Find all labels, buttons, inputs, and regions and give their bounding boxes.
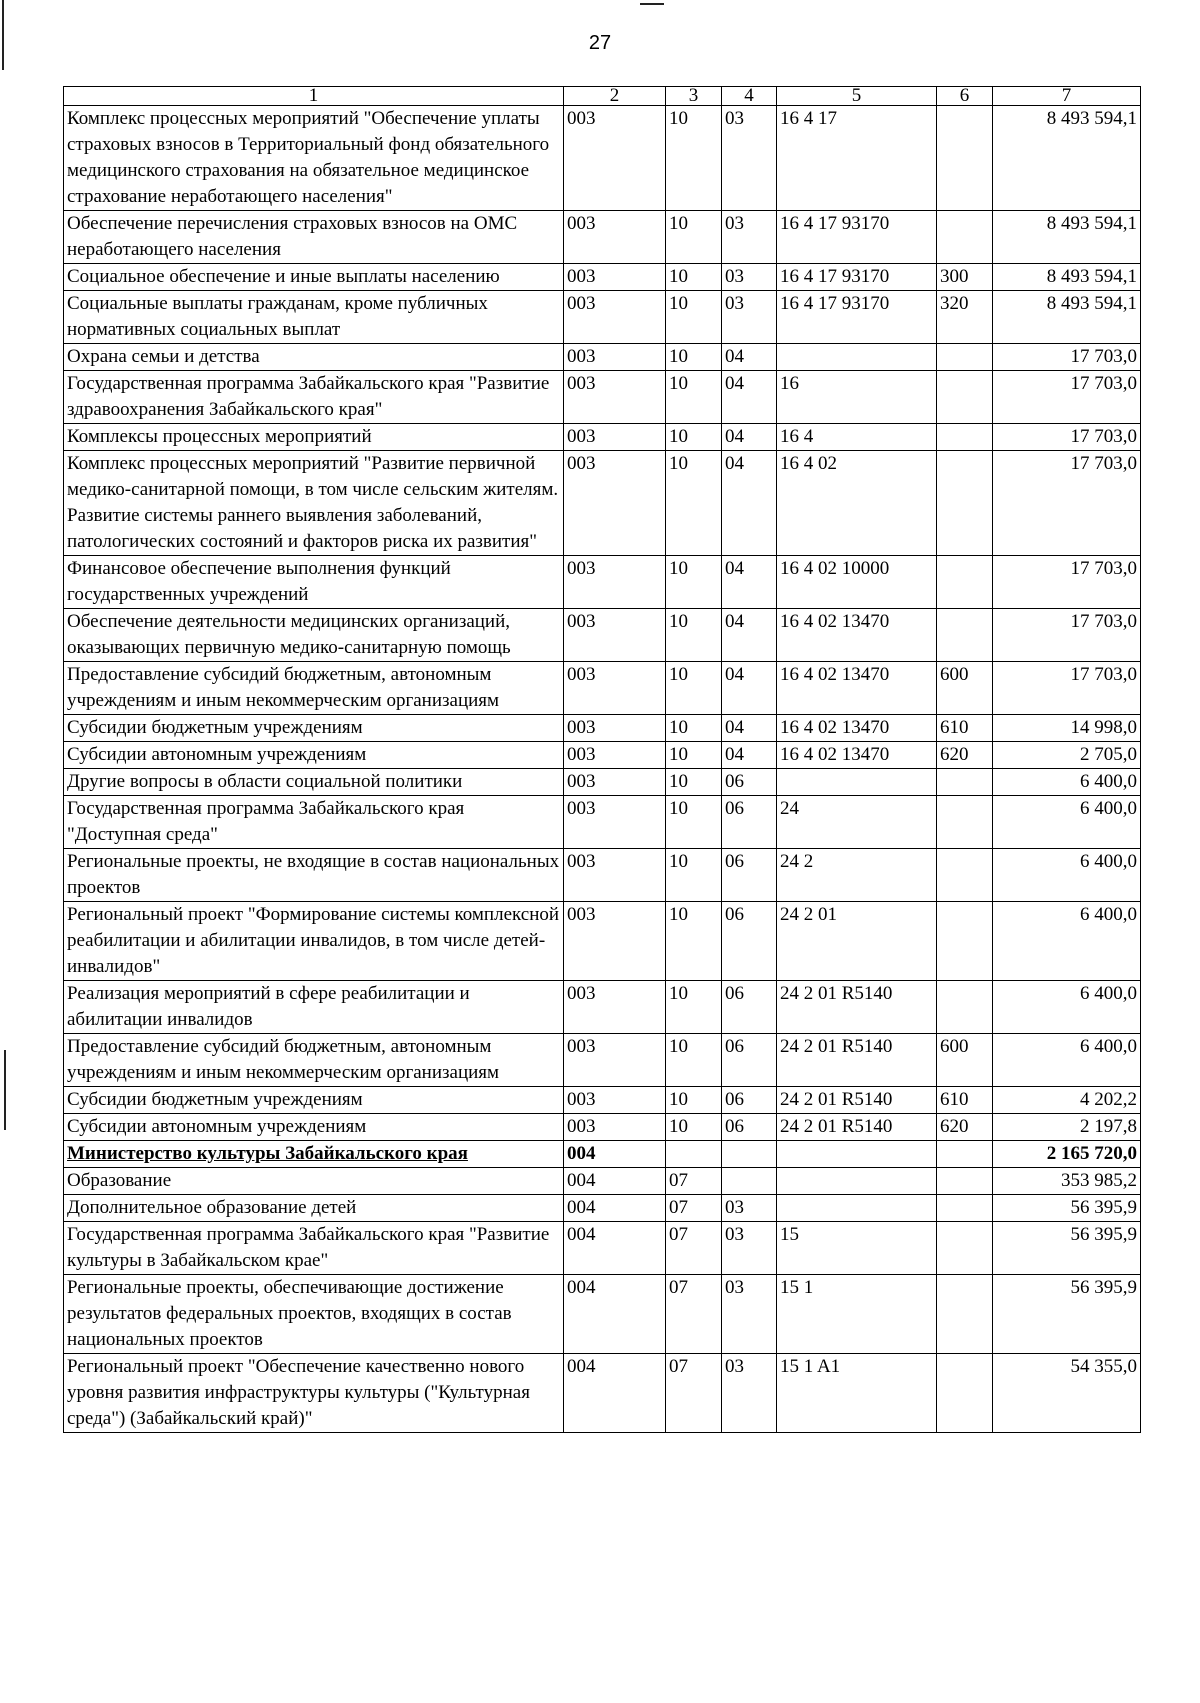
row-expense-type	[937, 1354, 993, 1433]
row-target-article: 24	[777, 796, 937, 849]
row-grbs: 003	[564, 291, 666, 344]
row-section: 10	[666, 662, 722, 715]
row-expense-type: 620	[937, 1114, 993, 1141]
table-row	[64, 1275, 1141, 1354]
row-amount: 6 400,0	[993, 796, 1141, 849]
row-grbs: 004	[564, 1222, 666, 1275]
row-target-article: 16 4 02 13470	[777, 662, 937, 715]
row-subsection: 04	[722, 609, 777, 662]
row-section: 10	[666, 796, 722, 849]
scan-artifact-top	[640, 3, 664, 5]
row-subsection: 06	[722, 769, 777, 796]
row-amount: 56 395,9	[993, 1195, 1141, 1222]
table-row	[64, 106, 1141, 211]
row-target-article: 16 4 17	[777, 106, 937, 211]
row-expense-type	[937, 1222, 993, 1275]
row-section: 10	[666, 1114, 722, 1141]
table-row	[64, 291, 1141, 344]
table-row	[64, 1168, 1141, 1195]
row-expense-type: 600	[937, 662, 993, 715]
row-target-article: 24 2 01 R5140	[777, 1087, 937, 1114]
row-target-article	[777, 1141, 937, 1168]
row-amount: 8 493 594,1	[993, 264, 1141, 291]
row-expense-type	[937, 1275, 993, 1354]
row-name: Образование	[64, 1168, 564, 1195]
row-target-article: 16 4 17 93170	[777, 211, 937, 264]
row-target-article: 24 2	[777, 849, 937, 902]
table-row	[64, 981, 1141, 1034]
table-row	[64, 344, 1141, 371]
row-expense-type: 620	[937, 742, 993, 769]
header-cell: 3	[666, 87, 722, 106]
row-section: 10	[666, 291, 722, 344]
row-grbs: 003	[564, 1087, 666, 1114]
row-expense-type	[937, 609, 993, 662]
table-row	[64, 1354, 1141, 1433]
row-target-article: 16 4 02 13470	[777, 715, 937, 742]
row-amount: 8 493 594,1	[993, 106, 1141, 211]
row-name: Субсидии автономным учреждениям	[64, 1114, 564, 1141]
row-expense-type	[937, 849, 993, 902]
row-name: Дополнительное образование детей	[64, 1195, 564, 1222]
row-subsection: 06	[722, 796, 777, 849]
row-target-article: 16	[777, 371, 937, 424]
row-expense-type	[937, 556, 993, 609]
row-section: 10	[666, 264, 722, 291]
row-expense-type	[937, 1141, 993, 1168]
row-name: Другие вопросы в области социальной политики	[64, 769, 564, 796]
row-amount: 17 703,0	[993, 451, 1141, 556]
row-name: Субсидии автономным учреждениям	[64, 742, 564, 769]
row-section: 07	[666, 1354, 722, 1433]
row-subsection: 04	[722, 424, 777, 451]
header-cell: 7	[993, 87, 1141, 106]
header-cell: 2	[564, 87, 666, 106]
row-amount: 2 197,8	[993, 1114, 1141, 1141]
row-target-article: 24 2 01 R5140	[777, 1114, 937, 1141]
row-subsection: 04	[722, 451, 777, 556]
row-name: Региональный проект "Обеспечение качественно нового уровня развития инфраструктуры культуры ("Культурная среда") (Забайкальский край)"	[64, 1354, 564, 1433]
row-section: 10	[666, 902, 722, 981]
row-expense-type: 600	[937, 1034, 993, 1087]
row-name: Обеспечение перечисления страховых взносов на ОМС неработающего населения	[64, 211, 564, 264]
row-subsection: 03	[722, 1195, 777, 1222]
row-section: 10	[666, 344, 722, 371]
header-row	[64, 87, 1141, 106]
table-row	[64, 796, 1141, 849]
row-target-article: 24 2 01	[777, 902, 937, 981]
row-amount: 8 493 594,1	[993, 211, 1141, 264]
row-expense-type	[937, 106, 993, 211]
row-expense-type	[937, 902, 993, 981]
row-amount: 17 703,0	[993, 424, 1141, 451]
row-target-article: 15	[777, 1222, 937, 1275]
row-subsection: 06	[722, 849, 777, 902]
table-row	[64, 715, 1141, 742]
row-grbs: 003	[564, 981, 666, 1034]
row-grbs: 004	[564, 1141, 666, 1168]
row-name: Субсидии бюджетным учреждениям	[64, 1087, 564, 1114]
row-subsection: 03	[722, 211, 777, 264]
row-expense-type: 610	[937, 715, 993, 742]
row-section: 10	[666, 715, 722, 742]
row-subsection: 06	[722, 981, 777, 1034]
row-expense-type	[937, 344, 993, 371]
row-section	[666, 1141, 722, 1168]
row-name: Комплекс процессных мероприятий "Развитие первичной медико-санитарной помощи, в том числе сельским жителям. Развитие системы раннего выявления заболеваний, патологических состояний и факторов риска их развития"	[64, 451, 564, 556]
table-row	[64, 1087, 1141, 1114]
row-expense-type: 610	[937, 1087, 993, 1114]
row-grbs: 003	[564, 451, 666, 556]
row-expense-type	[937, 371, 993, 424]
table-row	[64, 1141, 1141, 1168]
scan-artifact-left	[2, 0, 4, 70]
row-amount: 2 705,0	[993, 742, 1141, 769]
row-section: 10	[666, 1034, 722, 1087]
row-grbs: 003	[564, 424, 666, 451]
row-expense-type	[937, 1168, 993, 1195]
row-target-article: 15 1 A1	[777, 1354, 937, 1433]
row-target-article: 16 4 02 13470	[777, 609, 937, 662]
row-grbs: 003	[564, 106, 666, 211]
row-amount: 6 400,0	[993, 1034, 1141, 1087]
row-amount: 8 493 594,1	[993, 291, 1141, 344]
row-expense-type	[937, 981, 993, 1034]
row-subsection: 06	[722, 902, 777, 981]
row-name: Субсидии бюджетным учреждениям	[64, 715, 564, 742]
row-section: 10	[666, 849, 722, 902]
row-amount: 56 395,9	[993, 1222, 1141, 1275]
row-subsection: 03	[722, 264, 777, 291]
row-section: 10	[666, 609, 722, 662]
row-subsection: 03	[722, 291, 777, 344]
row-target-article: 16 4 17 93170	[777, 264, 937, 291]
row-name: Охрана семьи и детства	[64, 344, 564, 371]
row-section: 10	[666, 742, 722, 769]
row-grbs: 003	[564, 902, 666, 981]
row-grbs: 003	[564, 556, 666, 609]
row-name: Предоставление субсидий бюджетным, автономным учреждениям и иным некоммерческим организациям	[64, 1034, 564, 1087]
row-target-article: 16 4 02 13470	[777, 742, 937, 769]
row-target-article	[777, 769, 937, 796]
table-row	[64, 1034, 1141, 1087]
row-subsection: 06	[722, 1087, 777, 1114]
row-name: Министерство культуры Забайкальского края	[64, 1141, 564, 1168]
row-target-article: 24 2 01 R5140	[777, 981, 937, 1034]
row-amount: 17 703,0	[993, 371, 1141, 424]
row-subsection: 04	[722, 662, 777, 715]
row-grbs: 003	[564, 662, 666, 715]
row-section: 07	[666, 1168, 722, 1195]
table-row	[64, 264, 1141, 291]
header-cell: 4	[722, 87, 777, 106]
row-amount: 54 355,0	[993, 1354, 1141, 1433]
row-name: Предоставление субсидий бюджетным, автономным учреждениям и иным некоммерческим организациям	[64, 662, 564, 715]
table-row	[64, 1114, 1141, 1141]
table-row	[64, 662, 1141, 715]
row-subsection: 04	[722, 371, 777, 424]
row-name: Социальное обеспечение и иные выплаты населению	[64, 264, 564, 291]
row-grbs: 003	[564, 1034, 666, 1087]
row-amount: 14 998,0	[993, 715, 1141, 742]
row-subsection: 03	[722, 1354, 777, 1433]
budget-table	[63, 86, 1141, 1433]
row-name: Обеспечение деятельности медицинских организаций, оказывающих первичную медико-санитарную помощь	[64, 609, 564, 662]
row-name: Государственная программа Забайкальского края "Доступная среда"	[64, 796, 564, 849]
row-target-article: 16 4	[777, 424, 937, 451]
row-subsection: 06	[722, 1034, 777, 1087]
row-section: 07	[666, 1195, 722, 1222]
page-number: 27	[588, 32, 612, 54]
row-grbs: 003	[564, 344, 666, 371]
row-name: Региональные проекты, обеспечивающие достижение результатов федеральных проектов, входящих в состав национальных проектов	[64, 1275, 564, 1354]
row-amount: 6 400,0	[993, 902, 1141, 981]
row-section: 10	[666, 1087, 722, 1114]
table-row	[64, 902, 1141, 981]
row-section: 10	[666, 211, 722, 264]
row-grbs: 004	[564, 1168, 666, 1195]
table-row	[64, 849, 1141, 902]
row-grbs: 004	[564, 1195, 666, 1222]
row-section: 10	[666, 451, 722, 556]
row-target-article: 16 4 02 10000	[777, 556, 937, 609]
table-row	[64, 609, 1141, 662]
row-amount: 6 400,0	[993, 769, 1141, 796]
row-grbs: 003	[564, 796, 666, 849]
row-section: 10	[666, 981, 722, 1034]
header-cell: 1	[64, 87, 564, 106]
table-row	[64, 424, 1141, 451]
header-cell: 6	[937, 87, 993, 106]
row-target-article	[777, 1168, 937, 1195]
table-row	[64, 1195, 1141, 1222]
row-amount: 6 400,0	[993, 981, 1141, 1034]
row-section: 10	[666, 556, 722, 609]
row-target-article	[777, 344, 937, 371]
row-subsection: 04	[722, 556, 777, 609]
row-grbs: 003	[564, 609, 666, 662]
row-subsection: 04	[722, 715, 777, 742]
row-subsection: 04	[722, 742, 777, 769]
row-name: Региональный проект "Формирование системы комплексной реабилитации и абилитации инвалидов, в том числе детей-инвалидов"	[64, 902, 564, 981]
row-grbs: 003	[564, 742, 666, 769]
row-subsection	[722, 1141, 777, 1168]
row-section: 07	[666, 1222, 722, 1275]
row-grbs: 003	[564, 211, 666, 264]
table-row	[64, 371, 1141, 424]
row-subsection: 04	[722, 344, 777, 371]
row-target-article: 24 2 01 R5140	[777, 1034, 937, 1087]
row-expense-type	[937, 796, 993, 849]
table-row	[64, 451, 1141, 556]
row-name: Государственная программа Забайкальского края "Развитие здравоохранения Забайкальского края"	[64, 371, 564, 424]
row-target-article: 16 4 02	[777, 451, 937, 556]
scan-artifact-left-lower	[4, 1050, 6, 1130]
row-expense-type	[937, 424, 993, 451]
row-amount: 2 165 720,0	[993, 1141, 1141, 1168]
row-grbs: 003	[564, 849, 666, 902]
row-amount: 56 395,9	[993, 1275, 1141, 1354]
row-name: Региональные проекты, не входящие в состав национальных проектов	[64, 849, 564, 902]
row-name: Социальные выплаты гражданам, кроме публичных нормативных социальных выплат	[64, 291, 564, 344]
row-grbs: 003	[564, 1114, 666, 1141]
row-subsection: 03	[722, 1222, 777, 1275]
row-section: 10	[666, 424, 722, 451]
row-amount: 6 400,0	[993, 849, 1141, 902]
header-cell: 5	[777, 87, 937, 106]
row-section: 10	[666, 769, 722, 796]
row-grbs: 003	[564, 371, 666, 424]
row-name: Реализация мероприятий в сфере реабилитации и абилитации инвалидов	[64, 981, 564, 1034]
row-section: 10	[666, 371, 722, 424]
row-target-article: 16 4 17 93170	[777, 291, 937, 344]
row-grbs: 003	[564, 769, 666, 796]
row-subsection: 06	[722, 1114, 777, 1141]
row-target-article	[777, 1195, 937, 1222]
table-row	[64, 769, 1141, 796]
row-grbs: 003	[564, 715, 666, 742]
row-expense-type	[937, 211, 993, 264]
table-row	[64, 1222, 1141, 1275]
table-row	[64, 211, 1141, 264]
row-subsection	[722, 1168, 777, 1195]
row-expense-type	[937, 769, 993, 796]
row-section: 07	[666, 1275, 722, 1354]
row-subsection: 03	[722, 106, 777, 211]
row-amount: 353 985,2	[993, 1168, 1141, 1195]
row-expense-type: 320	[937, 291, 993, 344]
row-amount: 17 703,0	[993, 344, 1141, 371]
row-amount: 4 202,2	[993, 1087, 1141, 1114]
row-section: 10	[666, 106, 722, 211]
row-grbs: 004	[564, 1275, 666, 1354]
row-name: Комплекс процессных мероприятий "Обеспечение уплаты страховых взносов в Территориальный фонд обязательного медицинского страхования на обязательное медицинское страхование неработающего населения"	[64, 106, 564, 211]
row-grbs: 004	[564, 1354, 666, 1433]
row-expense-type	[937, 1195, 993, 1222]
row-amount: 17 703,0	[993, 609, 1141, 662]
row-expense-type	[937, 451, 993, 556]
table-row	[64, 556, 1141, 609]
row-amount: 17 703,0	[993, 662, 1141, 715]
row-grbs: 003	[564, 264, 666, 291]
table-row	[64, 742, 1141, 769]
row-subsection: 03	[722, 1275, 777, 1354]
row-name: Финансовое обеспечение выполнения функций государственных учреждений	[64, 556, 564, 609]
row-target-article: 15 1	[777, 1275, 937, 1354]
row-amount: 17 703,0	[993, 556, 1141, 609]
row-expense-type: 300	[937, 264, 993, 291]
row-name: Комплексы процессных мероприятий	[64, 424, 564, 451]
row-name: Государственная программа Забайкальского края "Развитие культуры в Забайкальском крае"	[64, 1222, 564, 1275]
